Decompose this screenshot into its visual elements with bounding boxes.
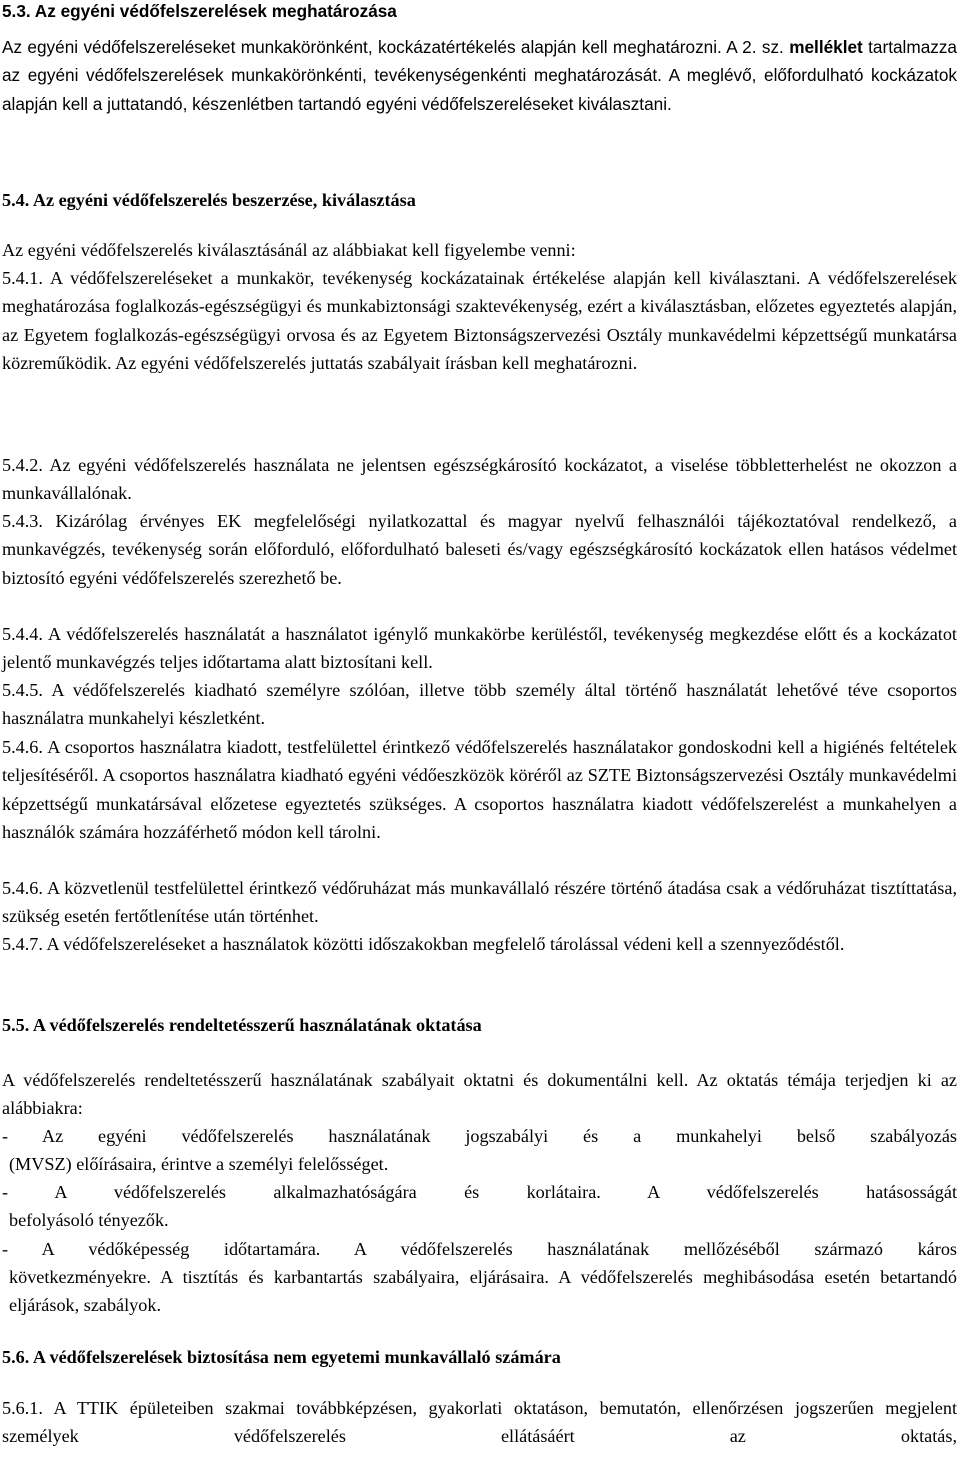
section-5-6-heading: 5.6. A védőfelszerelések biztosítása nem egyetemi munkavállaló számára <box>2 1347 561 1367</box>
section-5-3-text-b: tartalmazza az egyéni védőfelszerelések munkakörönkénti, tevékenységenkénti meghatározását. <box>2 37 957 86</box>
section-5-5-intro: A védőfelszerelés rendeltetésszerű használatának szabályait oktatni és dokumentálni kell. Az oktatás témája terjedjen ki az alábbiakra: <box>2 1070 957 1119</box>
section-5-3-text-c: A meglévő, előfordulható kockázatok alapján kell a juttatandó, készenlétben tartandó egyéni védőfelszereléseket kiválasztani. <box>2 65 957 114</box>
list-item-continuation: befolyásoló tényezők. <box>9 1210 169 1231</box>
training-topics-list <box>2 1122 957 1319</box>
section-5-3-text-a: Az egyéni védőfelszereléseket munkakörönként, kockázatértékelés alapján kell meghatározni. A 2. sz. <box>2 37 790 57</box>
section-5-4-1-paragraph <box>2 264 957 377</box>
list-item-first-line: - A védőképesség időtartamára. A védőfelszerelés használatának mellőzéséből származó káros <box>2 1238 957 1259</box>
section-5-4-heading: 5.4. Az egyéni védőfelszerelés beszerzése, kiválasztása <box>2 190 416 210</box>
section-5-4-intro: Az egyéni védőfelszerelés kiválasztásánál az alábbiakat kell figyelembe venni: <box>2 240 576 260</box>
list-item <box>2 1235 957 1320</box>
section-5-4-6b-paragraph: 5.4.6. A közvetlenül testfelülettel érintkező védőruházat más munkavállaló részére történő átadása csak a védőruházat tisztíttatása, szükség esetén fertőtlenítése után történhet. <box>2 878 957 927</box>
section-5-4-1-text-a: 5.4.1. A védőfelszereléseket a munkakör, tevékenység kockázatainak értékelése alapján kell kiválasztani. <box>2 268 801 288</box>
section-5-4-4-paragraph: 5.4.4. A védőfelszerelés használatát a használatot igénylő munkakörbe kerüléstől, tevékenység megkezdése előtt és a kockázatot jelentő munkavégzés teljes időtartama alatt biztosítani kell. <box>2 624 957 673</box>
list-item-first-line: - A védőfelszerelés alkalmazhatóságára és korlátaira. A védőfelszerelés hatásosságát <box>2 1182 957 1203</box>
annex-reference: melléklet <box>789 37 863 57</box>
list-item <box>2 1178 957 1234</box>
list-item-first-line: - Az egyéni védőfelszerelés használatának jogszabályi és a munkahelyi belső szabályozás <box>2 1126 957 1146</box>
list-item <box>2 1122 957 1178</box>
section-5-3-paragraph <box>2 33 957 118</box>
section-5-4-6-paragraph: 5.4.6. A csoportos használatra kiadott, testfelülettel érintkező védőfelszerelés használatakor gondoskodni kell a higiénés feltételek teljesítéséről. A csoportos használatra kiadható egyéni védőeszközök köréről az SZTE Biztonságszervezési Osztály munkavédelmi képzettségű munkatársával előzetese egyeztetés szükséges. A csoportos használatra kiadott védőfelszerelést a munkahelyen a használók számára hozzáférhető módon kell tárolni. <box>2 737 957 842</box>
list-item-continuation: következményekre. A tisztítás és karbantartás szabályaira, eljárásaira. A védőfelszerelés meghibásodása esetén betartandó eljárások, szabályok. <box>9 1266 957 1315</box>
section-5-4-7-paragraph: 5.4.7. A védőfelszereléseket a használatok közötti időszakokban megfelelő tárolással védeni kell a szennyeződéstől. <box>2 934 845 954</box>
section-5-4-3-paragraph: 5.4.3. Kizárólag érvényes EK megfelelőségi nyilatkozattal és magyar nyelvű felhasználói tájékoztatóval rendelkező, a munkavégzés, tevékenység során előforduló, előfordulható baleseti és/vagy egészségkárosító kockázatok ellen hatásos védelmet biztosító egyéni védőfelszerelés szerezhető be. <box>2 511 957 588</box>
section-5-4-5-paragraph: 5.4.5. A védőfelszerelés kiadható személyre szólóan, illetve több személy által történő használatát lehetővé téve csoportos használatra munkahelyi készletként. <box>2 680 957 729</box>
section-5-6-1-paragraph: 5.6.1. A TTIK épületeiben szakmai továbbképzésen, gyakorlati oktatáson, bemutatón, ellenőrzésen jogszerűen megjelent személyek védőfelszerelés ellátásáért az oktatás, <box>2 1398 957 1446</box>
list-item-continuation: (MVSZ) előírásaira, érintve a személyi felelősséget. <box>9 1154 389 1174</box>
section-5-3-heading: 5.3. Az egyéni védőfelszerelések meghatározása <box>2 1 397 21</box>
section-5-4-1-text-b: A védőfelszerelések meghatározása foglalkozás-egészségügyi és munkabiztonsági szaktevékenység, ezért a kiválasztásban, előzetes egyeztetés alapján, az Egyetem foglalkozás-egészségügyi orvosa és az Egyetem Biztonságszervezési Osztály munkavédelmi képzettségű munkatársa közreműködik. Az egyéni védőfelszerelés juttatás szabályait írásban kell meghatározni. <box>2 268 957 373</box>
section-5-5-heading: 5.5. A védőfelszerelés rendeltetésszerű használatának oktatása <box>2 1015 482 1035</box>
section-5-4-2-paragraph: 5.4.2. Az egyéni védőfelszerelés használata ne jelentsen egészségkárosító kockázatot, a viselése többletterhelést ne okozzon a munkavállalónak. <box>2 455 957 504</box>
